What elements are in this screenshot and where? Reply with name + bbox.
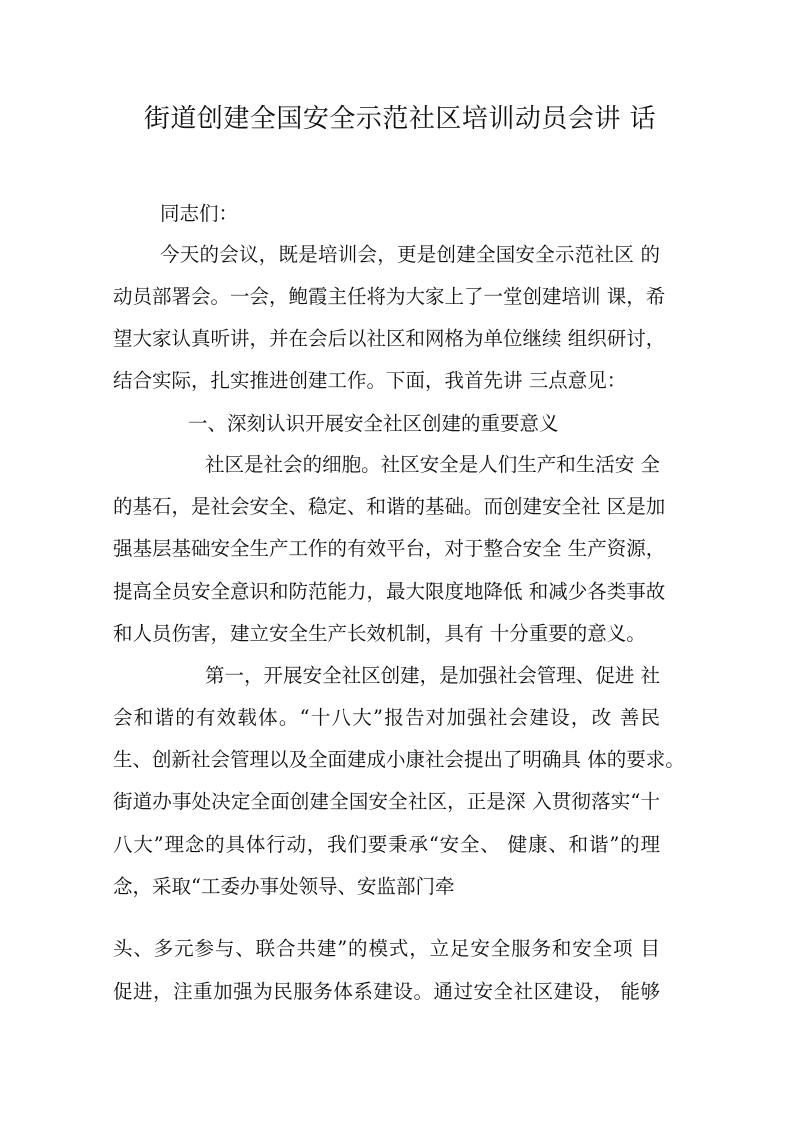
text-line: 街道办事处决定全面创建全国安全社区，正是深 入贯彻落实“十 [113,790,660,813]
text-line: 提高全员安全意识和防范能力，最大限度地降低 和减少各类事故 [113,580,666,603]
text-line: 念，采取“工委办事处领导、安监部门牵 [113,875,455,898]
text-line: 结合实际，扎实推进创建工作。下面，我首先讲 三点意见： [113,369,627,392]
text-line: 强基层基础安全生产工作的有效平台，对于整合安全 生产资源， [113,537,666,560]
text-line: 八大”理念的具体行动，我们要秉承“安全、 健康、和谐”的理 [113,833,660,856]
text-line: 头、多元参与、联合共建”的模式，立足安全服务和安全项 目 [113,937,660,960]
salutation: 同志们： [160,202,239,225]
text-line: 动员部署会。一会，鲍霞主任将为大家上了一堂创建培训 课，希 [113,285,666,308]
section-heading: 一、深刻认识开展安全社区创建的重要意义 [188,412,559,435]
text-line: 和人员伤害，建立安全生产长效机制，具有 十分重要的意义。 [113,622,646,645]
document-title: 街道创建全国安全示范社区培训动员会讲 话 [143,104,657,134]
text-line: 促进，注重加强为民服务体系建设。通过安全社区建设， 能够 [113,980,660,1003]
text-line: 的基石，是社会安全、稳定、和谐的基础。而创建安全社 区是加 [113,495,666,518]
text-line: 今天的会议，既是培训会，更是创建全国安全示范社区 的 [160,243,660,266]
text-line: 第一，开展安全社区创建，是加强社会管理、促进 社 [205,664,660,687]
text-line: 会和谐的有效载体。“十八大”报告对加强社会建设，改 善民 [113,706,660,729]
text-line: 社区是社会的细胞。社区安全是人们生产和生活安 全 [205,453,660,476]
text-line: 望大家认真听讲，并在会后以社区和网格为单位继续 组织研讨， [113,327,666,350]
text-line: 生、创新社会管理以及全面建成小康社会提出了明确具 体的要求。 [113,748,685,771]
